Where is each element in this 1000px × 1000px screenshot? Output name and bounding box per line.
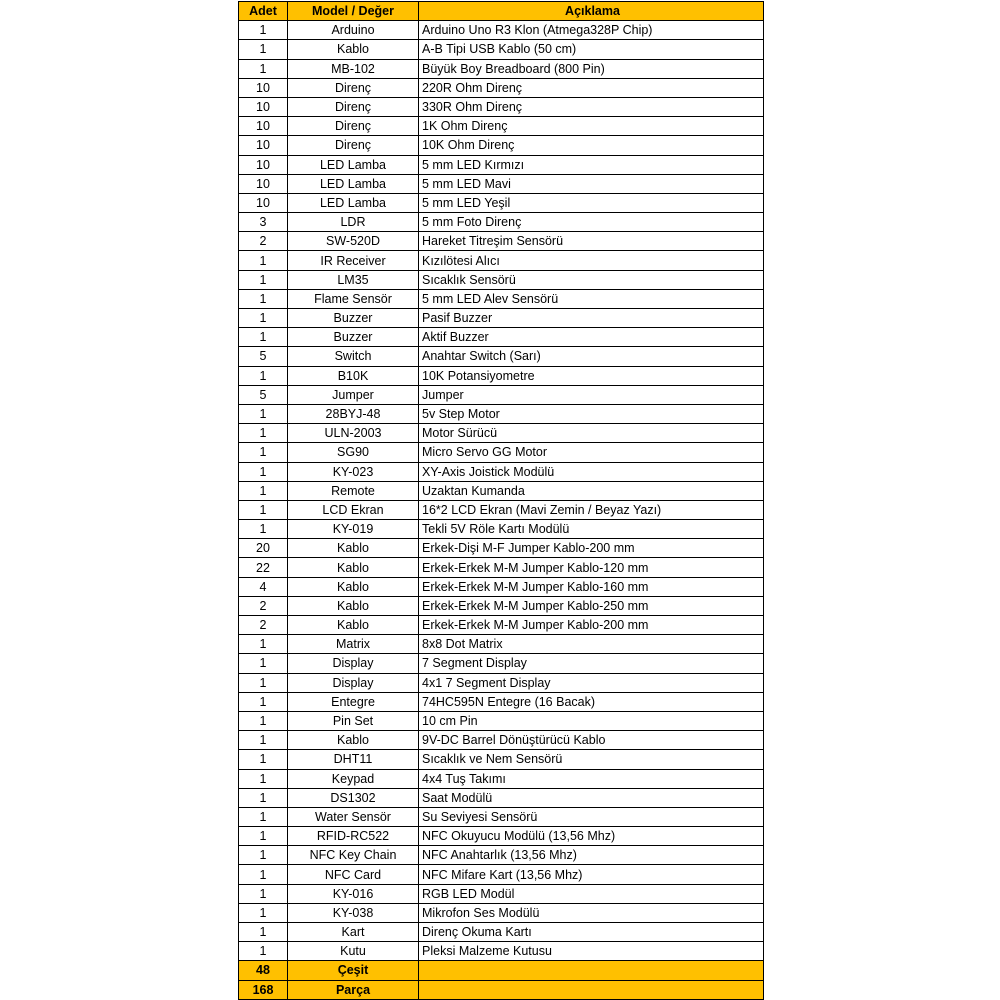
table-row [239,328,764,347]
cell-desc: Motor Sürücü [419,424,764,443]
cell-qty: 2 [239,232,288,251]
cell-desc: 10 cm Pin [419,711,764,730]
table-row [239,443,764,462]
cell-desc: NFC Okuyucu Modülü (13,56 Mhz) [419,827,764,846]
cell-model: Pin Set [288,711,419,730]
table-row [239,155,764,174]
table-row [239,97,764,116]
cell-qty: 1 [239,21,288,40]
table-row [239,711,764,730]
cell-model: LED Lamba [288,155,419,174]
cell-desc: 5v Step Motor [419,404,764,423]
table-row [239,616,764,635]
cell-model: Kablo [288,558,419,577]
table-row [239,78,764,97]
header-model: Model / Değer [288,2,419,21]
cell-model: SG90 [288,443,419,462]
cell-desc: 5 mm LED Alev Sensörü [419,289,764,308]
table-row [239,21,764,40]
table-row [239,385,764,404]
table-row [239,289,764,308]
cell-desc: Su Seviyesi Sensörü [419,807,764,826]
cell-model: Flame Sensör [288,289,419,308]
cell-model: NFC Card [288,865,419,884]
table-row [239,827,764,846]
table-row [239,232,764,251]
total-qty: 48 [239,961,288,980]
cell-desc: Uzaktan Kumanda [419,481,764,500]
total-label: Parça [288,980,419,999]
cell-model: SW-520D [288,232,419,251]
cell-desc: Sıcaklık ve Nem Sensörü [419,750,764,769]
cell-desc: 330R Ohm Direnç [419,97,764,116]
table-row [239,558,764,577]
cell-desc: 10K Potansiyometre [419,366,764,385]
cell-qty: 3 [239,213,288,232]
table-row [239,481,764,500]
cell-model: RFID-RC522 [288,827,419,846]
header-row [239,2,764,21]
cell-desc: Erkek-Erkek M-M Jumper Kablo-160 mm [419,577,764,596]
cell-model: KY-023 [288,462,419,481]
cell-desc: Kızılötesi Alıcı [419,251,764,270]
cell-qty: 10 [239,155,288,174]
cell-desc: Aktif Buzzer [419,328,764,347]
cell-qty: 1 [239,404,288,423]
cell-desc: 5 mm Foto Direnç [419,213,764,232]
cell-qty: 1 [239,462,288,481]
cell-desc: Mikrofon Ses Modülü [419,903,764,922]
cell-qty: 1 [239,769,288,788]
table-row [239,596,764,615]
cell-model: Kablo [288,539,419,558]
table-row [239,40,764,59]
cell-model: B10K [288,366,419,385]
cell-desc: 5 mm LED Kırmızı [419,155,764,174]
table-footer [239,961,764,999]
cell-model: Buzzer [288,328,419,347]
cell-model: Direnç [288,117,419,136]
header-desc: Açıklama [419,2,764,21]
table-body [239,21,764,961]
cell-qty: 1 [239,942,288,961]
cell-qty: 1 [239,827,288,846]
table-row [239,635,764,654]
cell-model: Kablo [288,577,419,596]
cell-qty: 1 [239,788,288,807]
cell-model: Entegre [288,692,419,711]
table-row [239,577,764,596]
cell-desc: Sıcaklık Sensörü [419,270,764,289]
table-row [239,462,764,481]
table-row [239,731,764,750]
table-row [239,347,764,366]
cell-desc: 9V-DC Barrel Dönüştürücü Kablo [419,731,764,750]
cell-desc: 16*2 LCD Ekran (Mavi Zemin / Beyaz Yazı) [419,500,764,519]
cell-qty: 1 [239,903,288,922]
cell-desc: 5 mm LED Yeşil [419,193,764,212]
cell-desc: 4x4 Tuş Takımı [419,769,764,788]
cell-qty: 1 [239,366,288,385]
cell-qty: 10 [239,78,288,97]
cell-desc: Erkek-Erkek M-M Jumper Kablo-250 mm [419,596,764,615]
table-row [239,117,764,136]
cell-qty: 1 [239,270,288,289]
table-row [239,136,764,155]
cell-model: KY-019 [288,520,419,539]
cell-qty: 1 [239,328,288,347]
table-row [239,309,764,328]
cell-model: Arduino [288,21,419,40]
table-row [239,788,764,807]
cell-desc: Büyük Boy Breadboard (800 Pin) [419,59,764,78]
cell-model: LM35 [288,270,419,289]
cell-model: Remote [288,481,419,500]
cell-model: LCD Ekran [288,500,419,519]
cell-desc: Jumper [419,385,764,404]
cell-model: Keypad [288,769,419,788]
cell-model: Direnç [288,136,419,155]
cell-model: Kablo [288,596,419,615]
cell-model: Direnç [288,78,419,97]
cell-model: NFC Key Chain [288,846,419,865]
cell-qty: 2 [239,596,288,615]
total-empty [419,980,764,999]
cell-model: KY-038 [288,903,419,922]
table-row [239,500,764,519]
cell-qty: 20 [239,539,288,558]
cell-model: ULN-2003 [288,424,419,443]
cell-qty: 10 [239,193,288,212]
cell-qty: 1 [239,692,288,711]
table-row [239,520,764,539]
cell-desc: XY-Axis Joistick Modülü [419,462,764,481]
cell-qty: 10 [239,117,288,136]
cell-desc: 1K Ohm Direnç [419,117,764,136]
total-row [239,961,764,980]
cell-qty: 1 [239,289,288,308]
cell-desc: Pasif Buzzer [419,309,764,328]
cell-model: Water Sensör [288,807,419,826]
cell-desc: RGB LED Modül [419,884,764,903]
cell-model: Jumper [288,385,419,404]
cell-qty: 1 [239,807,288,826]
table-row [239,846,764,865]
cell-desc: Direnç Okuma Kartı [419,923,764,942]
table-row [239,270,764,289]
cell-qty: 1 [239,309,288,328]
cell-qty: 1 [239,40,288,59]
table-row [239,59,764,78]
cell-model: IR Receiver [288,251,419,270]
table-row [239,673,764,692]
table-row [239,884,764,903]
table-row [239,424,764,443]
cell-model: Kablo [288,40,419,59]
header-qty: Adet [239,2,288,21]
cell-desc: NFC Mifare Kart (13,56 Mhz) [419,865,764,884]
cell-model: Matrix [288,635,419,654]
table-row [239,769,764,788]
cell-qty: 1 [239,59,288,78]
table-row [239,903,764,922]
cell-desc: 220R Ohm Direnç [419,78,764,97]
cell-model: LED Lamba [288,193,419,212]
cell-desc: Anahtar Switch (Sarı) [419,347,764,366]
table-row [239,942,764,961]
cell-qty: 2 [239,616,288,635]
cell-model: MB-102 [288,59,419,78]
cell-model: KY-016 [288,884,419,903]
cell-qty: 10 [239,174,288,193]
cell-desc: 8x8 Dot Matrix [419,635,764,654]
cell-model: Kablo [288,616,419,635]
cell-model: Direnç [288,97,419,116]
cell-qty: 1 [239,500,288,519]
cell-model: LED Lamba [288,174,419,193]
table-row [239,193,764,212]
cell-qty: 1 [239,635,288,654]
cell-desc: Erkek-Erkek M-M Jumper Kablo-200 mm [419,616,764,635]
cell-desc: 74HC595N Entegre (16 Bacak) [419,692,764,711]
cell-desc: 4x1 7 Segment Display [419,673,764,692]
cell-desc: Pleksi Malzeme Kutusu [419,942,764,961]
table-row [239,865,764,884]
cell-desc: Micro Servo GG Motor [419,443,764,462]
cell-qty: 10 [239,97,288,116]
cell-desc: 7 Segment Display [419,654,764,673]
table-row [239,174,764,193]
table-row [239,923,764,942]
cell-model: Kutu [288,942,419,961]
cell-qty: 1 [239,481,288,500]
cell-desc: 5 mm LED Mavi [419,174,764,193]
cell-qty: 1 [239,846,288,865]
cell-qty: 1 [239,443,288,462]
cell-qty: 1 [239,424,288,443]
cell-desc: Erkek-Erkek M-M Jumper Kablo-120 mm [419,558,764,577]
cell-model: Kart [288,923,419,942]
table-row [239,750,764,769]
cell-model: Switch [288,347,419,366]
cell-desc: Arduino Uno R3 Klon (Atmega328P Chip) [419,21,764,40]
cell-qty: 5 [239,347,288,366]
total-qty: 168 [239,980,288,999]
cell-model: LDR [288,213,419,232]
cell-qty: 4 [239,577,288,596]
table-row [239,366,764,385]
table-row [239,251,764,270]
cell-desc: Tekli 5V Röle Kartı Modülü [419,520,764,539]
cell-desc: Saat Modülü [419,788,764,807]
cell-qty: 1 [239,711,288,730]
table-row [239,404,764,423]
cell-desc: NFC Anahtarlık (13,56 Mhz) [419,846,764,865]
total-label: Çeşit [288,961,419,980]
table-row [239,654,764,673]
cell-qty: 1 [239,750,288,769]
cell-qty: 5 [239,385,288,404]
cell-qty: 1 [239,884,288,903]
total-empty [419,961,764,980]
cell-model: Kablo [288,731,419,750]
cell-model: Display [288,673,419,692]
cell-qty: 1 [239,673,288,692]
table-row [239,213,764,232]
cell-desc: A-B Tipi USB Kablo (50 cm) [419,40,764,59]
cell-model: Buzzer [288,309,419,328]
cell-desc: Erkek-Dişi M-F Jumper Kablo-200 mm [419,539,764,558]
cell-qty: 1 [239,520,288,539]
table-row [239,807,764,826]
cell-qty: 1 [239,865,288,884]
cell-qty: 10 [239,136,288,155]
cell-qty: 1 [239,923,288,942]
parts-table [238,1,764,1000]
cell-model: DS1302 [288,788,419,807]
table-row [239,539,764,558]
cell-desc: Hareket Titreşim Sensörü [419,232,764,251]
cell-qty: 1 [239,251,288,270]
total-row [239,980,764,999]
cell-qty: 1 [239,654,288,673]
cell-model: Display [288,654,419,673]
cell-qty: 22 [239,558,288,577]
cell-model: 28BYJ-48 [288,404,419,423]
table-row [239,692,764,711]
cell-desc: 10K Ohm Direnç [419,136,764,155]
cell-qty: 1 [239,731,288,750]
cell-model: DHT11 [288,750,419,769]
